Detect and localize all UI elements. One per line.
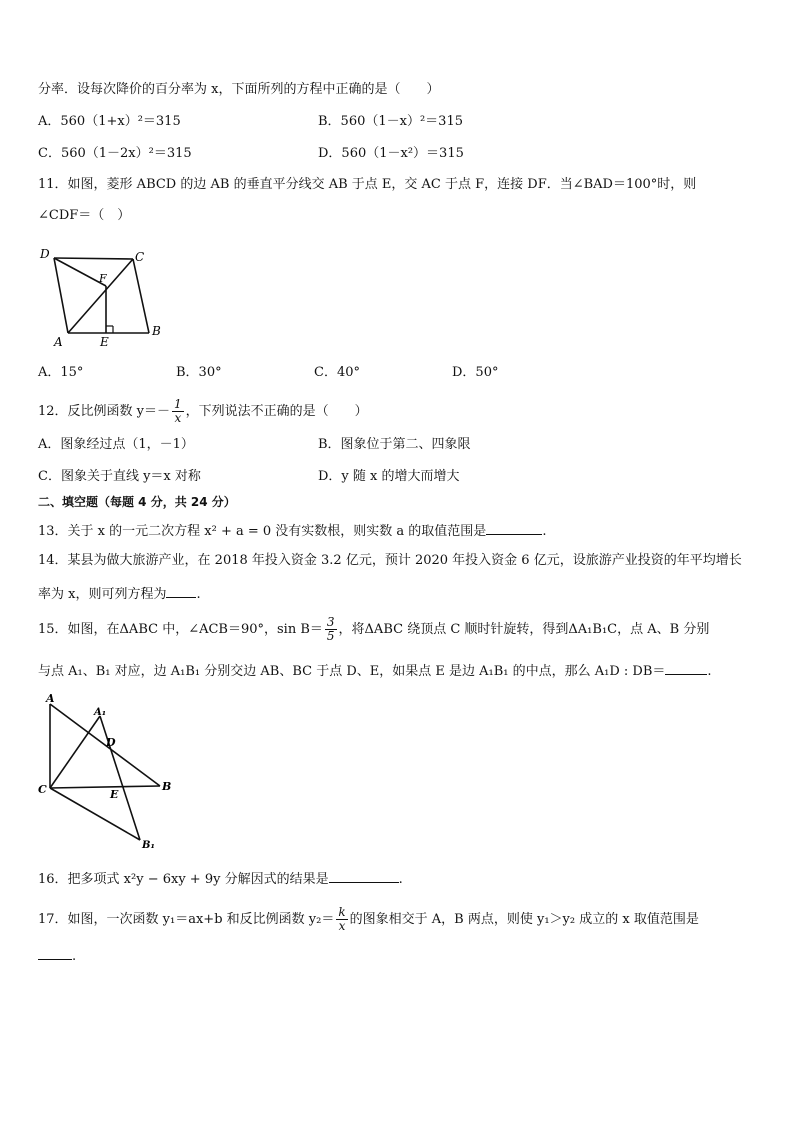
q15-answer-blank[interactable]: [665, 660, 707, 675]
q14-line2-post: .: [196, 587, 201, 602]
q15-fraction: [325, 616, 337, 643]
q11-label-c: C: [135, 250, 145, 264]
q11-option-d: D．50°: [452, 365, 499, 380]
q17-fraction: [336, 906, 347, 933]
q11-rhombus-figure: [34, 240, 184, 350]
q17-line1: [38, 906, 699, 933]
q11-stem-line1: 11．如图，菱形 ABCD 的边 AB 的垂直平分线交 AB 于点 E，交 AC 于点 F，连接 DF．当∠BAD＝100°时，则: [38, 177, 697, 192]
q15-frac-den: 5: [326, 629, 335, 643]
q15-label-a: A: [46, 692, 55, 705]
q11-label-d: D: [40, 247, 50, 261]
q14-answer-blank[interactable]: [166, 583, 196, 598]
q11-stem-line2: ∠CDF＝（ ）: [38, 208, 131, 223]
q15-label-b: B: [162, 780, 172, 793]
q15-line1-post: ，将ΔABC 绕顶点 C 顺时针旋转，得到ΔA₁B₁C，点 A、B 分别: [338, 622, 710, 637]
q15-line1-pre: 15．如图，在ΔABC 中，∠ACB＝90°，sin B＝: [38, 622, 323, 637]
q10-option-c: C．560（1－2x）²＝315: [38, 146, 192, 161]
q17-line1-post: 的图象相交于 A，B 两点，则使 y₁＞y₂ 成立的 x 取值范围是: [349, 912, 699, 927]
q15-line1: [38, 616, 709, 643]
q15-label-c: C: [38, 783, 47, 796]
q12-option-d: D．y 随 x 的增大而增大: [318, 469, 460, 484]
q15-line2-pre: 与点 A₁、B₁ 对应，边 A₁B₁ 分别交边 AB、BC 于点 D、E，如果点 E 是边 A₁B₁ 的中点，那么 A₁D : DB＝: [38, 664, 666, 679]
q13-text: [38, 520, 546, 541]
q11-option-c: C．40°: [314, 365, 360, 380]
q17-line2: [38, 945, 76, 966]
q17-line2-post: .: [72, 949, 77, 964]
q17-frac-num: k: [338, 905, 346, 919]
q16-text-pre: 16．把多项式 x²y − 6xy + 9y 分解因式的结果是: [38, 872, 329, 887]
q16-text: [38, 868, 403, 889]
q10-option-a: A．560（1+x）²＝315: [38, 114, 181, 129]
q12-stem-post: ，下列说法不正确的是（ ）: [185, 404, 368, 419]
q13-text-post: .: [542, 524, 547, 539]
q12-frac-num: 1: [174, 397, 182, 411]
q15-frac-num: 3: [326, 615, 335, 629]
q12-option-b: B．图象位于第二、四象限: [318, 437, 471, 452]
q16-answer-blank[interactable]: [329, 868, 399, 883]
q12-option-c: C．图象关于直线 y＝x 对称: [38, 469, 201, 484]
q10-option-b: B．560（1－x）²＝315: [318, 114, 463, 129]
q14-line2-pre: 率为 x，则可列方程为: [38, 587, 167, 602]
q11-label-e: E: [100, 335, 109, 349]
q12-fraction: [172, 398, 184, 425]
q15-line2: [38, 660, 712, 681]
q10-stem: 分率．设每次降价的百分率为 x，下面所列的方程中正确的是（ ）: [38, 82, 440, 97]
q15-label-a1: A₁: [94, 707, 107, 718]
q14-line2: [38, 583, 201, 604]
q15-rotation-figure: [34, 690, 184, 855]
q11-option-b: B．30°: [176, 365, 222, 380]
q15-label-e: E: [110, 788, 119, 801]
q10-option-d: D．560（1－x²）＝315: [318, 146, 464, 161]
q11-label-b: B: [152, 324, 161, 338]
q17-frac-den: x: [338, 919, 346, 933]
q17-answer-blank[interactable]: [38, 945, 72, 960]
q15-label-b1: B₁: [142, 840, 155, 851]
q15-line2-post: .: [707, 664, 712, 679]
q14-line1: 14．某县为做大旅游产业，在 2018 年投入资金 3.2 亿元，预计 2020 年投入资金 6 亿元，设旅游产业投资的年平均增长: [38, 553, 742, 568]
q12-stem-pre: 12．反比例函数 y＝－: [38, 404, 171, 419]
section-title-fill-in: 二、填空题（每题 4 分，共 24 分）: [38, 495, 236, 509]
q16-text-post: .: [398, 872, 403, 887]
q11-label-a: A: [54, 335, 63, 349]
q13-answer-blank[interactable]: [486, 520, 542, 535]
q15-label-d: D: [106, 736, 116, 749]
q12-option-a: A．图象经过点（1，－1）: [38, 437, 194, 452]
q12-stem: [38, 398, 368, 425]
q12-frac-den: x: [174, 411, 182, 425]
q11-option-a: A．15°: [38, 365, 84, 380]
q13-text-pre: 13．关于 x 的一元二次方程 x² + a = 0 没有实数根，则实数 a 的取值范围是: [38, 524, 487, 539]
q17-line1-pre: 17．如图，一次函数 y₁＝ax+b 和反比例函数 y₂＝: [38, 912, 335, 927]
q11-label-f: F: [99, 272, 107, 285]
